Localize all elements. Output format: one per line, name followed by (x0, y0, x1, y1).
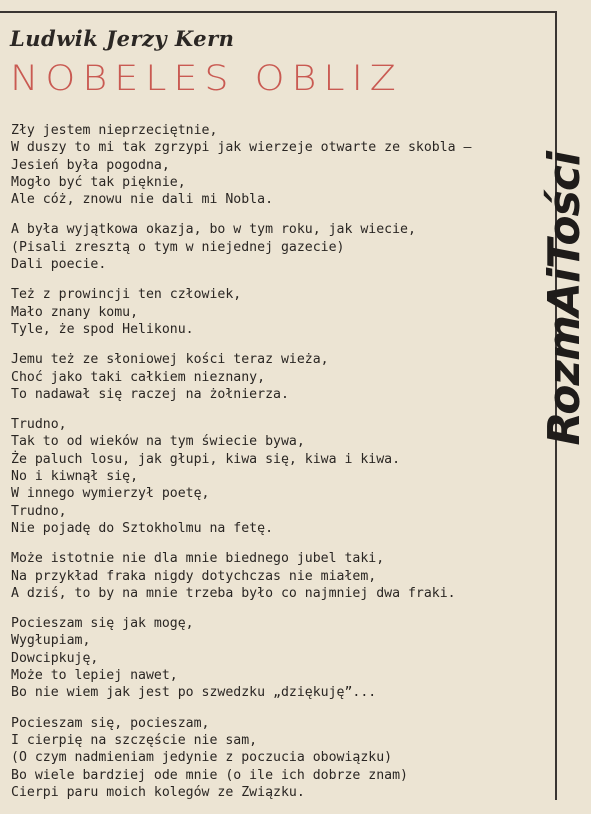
poem-line: Pocieszam się, pocieszam, (11, 715, 210, 731)
poem-line: To nadawał się raczej na żołnierza. (11, 386, 289, 402)
stanza (11, 550, 511, 602)
stanza (11, 416, 511, 537)
poem-line: Na przykład fraka nigdy dotychczas nie miałem, (11, 568, 377, 584)
poem-line: Też z prowincji ten człowiek, (11, 287, 242, 303)
poem-line: Mało znany komu, (11, 304, 139, 320)
poem-line: Jemu też ze słoniowej kości teraz wieża, (11, 352, 329, 368)
poem-line: Bo wiele bardziej ode mnie (o ile ich dobrze znam) (11, 767, 408, 783)
stanza (11, 221, 511, 273)
poem-line: Jesień była pogodna, (11, 157, 170, 173)
stanza (11, 286, 511, 338)
poem-line: A była wyjątkowa okazja, bo w tym roku, jak wiecie, (11, 222, 416, 238)
poem-line: Że paluch losu, jak głupi, kiwa się, kiwa i kiwa. (11, 451, 401, 467)
poem-line: (Pisali zresztą o tym w niejednej gazecie) (11, 239, 345, 255)
poem-line: Ale cóż, znowu nie dali mi Nobla. (11, 192, 274, 208)
poem-line: I cierpię na szczęście nie sam, (11, 732, 258, 748)
section-label-text: RozmAiTości (539, 152, 590, 446)
poem-line: (O czym nadmieniam jedynie z poczucia obowiązku) (11, 750, 393, 766)
poem-line: Trudno, (11, 417, 67, 433)
poem-line: Może istotnie nie dla mnie biednego jubel taki, (11, 551, 385, 567)
poem-line: Trudno, (11, 503, 67, 519)
poem-line: No i kiwnął się, (11, 469, 139, 485)
poem-line: Wygłupiam, (11, 633, 91, 649)
poem-body (11, 122, 511, 814)
poem-line: Tyle, że spod Helikonu. (11, 321, 194, 337)
poem-line: Może to lepiej nawet, (11, 668, 178, 684)
poem-line: Dali poecie. (11, 257, 107, 273)
poem-line: Nie pojadę do Sztokholmu na fetę. (11, 520, 274, 536)
section-label-vertical (539, 152, 590, 544)
poem-line: A dziś, to by na mnie trzeba było co najmniej dwa fraki. (11, 585, 456, 601)
author-name: Ludwik Jerzy Kern (10, 26, 235, 51)
poem-line: Cierpi paru moich kolegów ze Związku. (11, 784, 305, 800)
poem-line: W innego wymierzył poetę, (11, 486, 210, 502)
poem-title: NOBELES OBLIZ (10, 58, 403, 99)
poem-line: Tak to od wieków na tym świecie bywa, (11, 434, 305, 450)
stanza (11, 615, 511, 701)
poem-line: Pocieszam się jak mogę, (11, 616, 194, 632)
poem-line: Mogło być tak pięknie, (11, 174, 186, 190)
frame-top-rule (0, 11, 557, 13)
poem-line: W duszy to mi tak zgrzypi jak wierzeje otwarte ze skobla — (11, 140, 472, 156)
stanza (11, 715, 511, 801)
poem-line: Bo nie wiem jak jest po szwedzku „dziękuję”... (11, 685, 377, 701)
poem-line: Zły jestem nieprzeciętnie, (11, 123, 218, 138)
stanza (11, 351, 511, 403)
poem-line: Dowcipkuję, (11, 650, 99, 666)
poem-line: Choć jako taki całkiem nieznany, (11, 369, 266, 385)
stanza (11, 122, 511, 208)
